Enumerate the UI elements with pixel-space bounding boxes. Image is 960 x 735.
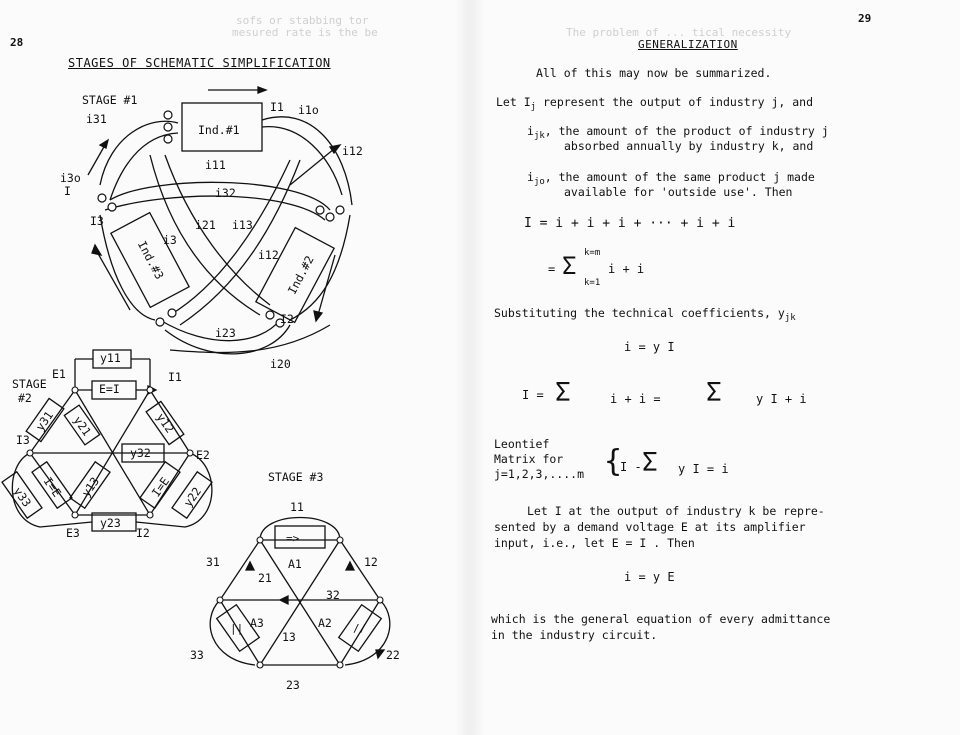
- leontief-eq: I -: [620, 460, 642, 474]
- label-i31: i31: [86, 112, 107, 126]
- stage3-A2: A2: [318, 616, 332, 630]
- ind2-box-label: Ind.#2: [284, 253, 317, 297]
- label-i13: i13: [232, 218, 253, 232]
- stage3-33: 33: [190, 648, 204, 662]
- label-i20: i20: [270, 357, 291, 371]
- stage2-label-b: #2: [18, 391, 32, 405]
- label-i1o: i1o: [298, 103, 319, 117]
- stage3-21: 21: [258, 571, 272, 585]
- stage2-I-eq-E2: I=E: [148, 474, 173, 500]
- label-i3o: i3o: [60, 171, 81, 185]
- stage3-diagram: [200, 500, 400, 680]
- stage1-label: STAGE #1: [82, 93, 138, 107]
- sum-symbol: Σ: [706, 378, 722, 408]
- leontief-brace: {: [604, 444, 623, 479]
- label-I: I: [64, 184, 71, 198]
- ijk-definition-2: absorbed annually by industry k, and: [564, 139, 814, 153]
- leontief-label-1: Leontief: [494, 437, 550, 451]
- stage2-y23: y23: [100, 516, 121, 530]
- stage2-I2: I2: [136, 526, 150, 540]
- stage2-y22: y22: [180, 484, 205, 510]
- equation-2-sum-bot: k=1: [584, 278, 601, 288]
- ijk-definition: $i_{jk}$, the amount of the product of industry j: [527, 124, 829, 141]
- substituting-line: Substituting the technical coefficients, $y_{jk}$: [494, 306, 796, 323]
- stage2-E3: E3: [66, 526, 80, 540]
- label-i32: i32: [215, 186, 236, 200]
- stage2-y21: y21: [70, 413, 95, 439]
- label-I2: I2: [280, 312, 294, 326]
- page-number-right: 29: [858, 12, 872, 25]
- stage2-y32: y32: [130, 446, 151, 460]
- ijo-definition-2: available for 'outside use'. Then: [564, 185, 793, 199]
- stage2-y13: y13: [78, 474, 103, 500]
- label-I1: I1: [270, 100, 284, 114]
- equation-3: i = y I: [624, 340, 675, 354]
- paragraph-2-line-1: Let I at the output of industry k be repre-: [527, 504, 825, 518]
- stage3-A1: A1: [288, 557, 302, 571]
- label-i12b: i12: [258, 248, 279, 262]
- ind3-box-label: Ind.#3: [134, 238, 167, 282]
- stage3-22: 22: [386, 648, 400, 662]
- equation-4-mid: i + i =: [610, 392, 661, 406]
- svg-text:||: ||: [230, 622, 244, 635]
- right-page-heading: GENERALIZATION: [638, 38, 738, 51]
- stage2-I1: I1: [168, 370, 182, 384]
- equation-2-rhs: i + i: [608, 262, 645, 276]
- equation-4-rhs: y I + i: [756, 392, 807, 406]
- stage3-11: 11: [290, 500, 304, 514]
- stage2-I3: I3: [16, 433, 30, 447]
- sum-symbol: Σ: [555, 378, 571, 408]
- label-i21: i21: [195, 218, 216, 232]
- stage3-A3: A3: [250, 616, 264, 630]
- label-i23: i23: [215, 326, 236, 340]
- label-i12: i12: [342, 144, 363, 158]
- svg-text:=>: =>: [286, 532, 300, 545]
- stage2-y31: y31: [32, 408, 57, 434]
- stage3-13: 13: [282, 630, 296, 644]
- label-i3: i3: [163, 233, 177, 247]
- bleed-through-text: sofs or stabbing tor: [236, 14, 369, 27]
- bleed-through-text: mesured rate is the be: [232, 26, 378, 39]
- stage2-y33: y33: [10, 484, 35, 510]
- sum-symbol: Σ: [642, 448, 658, 478]
- label-i11: i11: [205, 158, 226, 172]
- paragraph-2-line-3: input, i.e., let E = I . Then: [494, 536, 695, 550]
- stage3-label: STAGE #3: [268, 470, 324, 484]
- stage2-y11: y11: [100, 351, 121, 365]
- left-page: [0, 0, 470, 735]
- equation-2-sum-top: k=m: [584, 248, 601, 258]
- stage3-12: 12: [364, 555, 378, 569]
- label-I3: I3: [90, 214, 104, 228]
- ijo-definition: $i_{jo}$, the amount of the same product j made: [527, 170, 815, 187]
- left-page-title: STAGES OF SCHEMATIC SIMPLIFICATION: [68, 56, 331, 70]
- stage3-31: 31: [206, 555, 220, 569]
- let-line: Let $I_j$ represent the output of industry j, and: [496, 95, 813, 112]
- leontief-eq-rhs: y I = i: [678, 462, 729, 476]
- stage3-32: 32: [326, 588, 340, 602]
- closing-line-2: in the industry circuit.: [491, 628, 658, 642]
- equation-4-lhs: I =: [522, 388, 544, 402]
- leontief-label-3: j=1,2,3,....m: [494, 467, 585, 481]
- stage2-y12: y12: [153, 410, 178, 436]
- stage2-E1: E1: [52, 367, 66, 381]
- equation-2-lhs: =: [548, 262, 556, 276]
- stage2-E-eq-I: E=I: [99, 382, 120, 396]
- ind1-box-label: Ind.#1: [198, 123, 240, 137]
- stage2-E2: E2: [196, 448, 210, 462]
- equation-5: i = y E: [624, 570, 675, 584]
- sum-symbol: Σ: [562, 252, 577, 280]
- intro-line: All of this may now be summarized.: [536, 66, 772, 80]
- closing-line-1: which is the general equation of every admittance: [491, 612, 831, 626]
- equation-1: I = i + i + i + ··· + i + i: [524, 216, 736, 231]
- stage2-label-a: STAGE: [12, 377, 47, 391]
- stage2-I-eq-E: I=E: [40, 474, 65, 500]
- leontief-label-2: Matrix for: [494, 452, 564, 466]
- stage3-23: 23: [286, 678, 300, 692]
- svg-text://: //: [353, 622, 367, 635]
- bleed-through-text: The problem of ... tical necessity: [566, 26, 792, 39]
- page-number-left: 28: [10, 36, 24, 49]
- paragraph-2-line-2: sented by a demand voltage E at its amplifier: [494, 520, 806, 534]
